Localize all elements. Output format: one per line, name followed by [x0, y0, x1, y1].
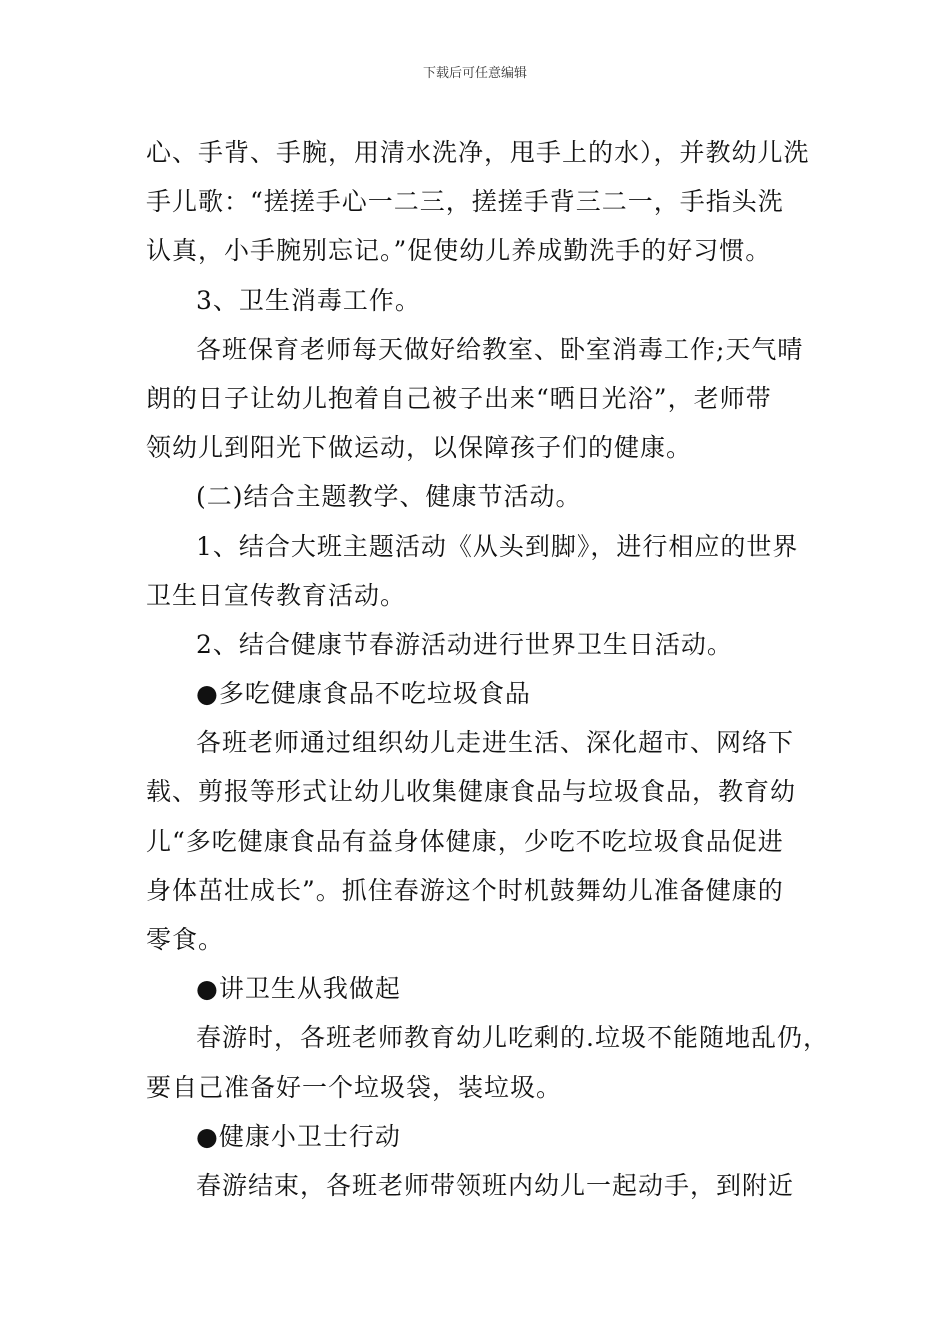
text-line: 领幼儿到阳光下做运动，以保障孩子们的健康。: [146, 433, 693, 463]
bullet-heading: ●健康小卫士行动: [196, 1121, 401, 1151]
paragraph-start: 春游时，各班老师教育幼儿吃剩的.垃圾不能随地乱仍，: [196, 1023, 829, 1053]
text-line: 卫生日宣传教育活动。: [146, 580, 407, 610]
section-heading: (二)结合主题教学、健康节活动。: [196, 482, 582, 512]
text-line: 朗的日子让幼儿抱着自己被子出来“晒日光浴”，老师带: [146, 383, 772, 413]
text-line: 要自己准备好一个垃圾袋，装垃圾。: [146, 1072, 563, 1102]
text-line: 认真，小手腕别忘记。”促使幼儿养成勤洗手的好习惯。: [146, 236, 772, 266]
text-line: 手儿歌：“搓搓手心一二三，搓搓手背三二一，手指头洗: [146, 187, 784, 217]
paragraph-start: 1、结合大班主题活动《从头到脚》，进行相应的世界: [196, 531, 799, 561]
document-body: [146, 128, 829, 1210]
paragraph-start: 2、结合健康节春游活动进行世界卫生日活动。: [196, 629, 733, 659]
page-header: 下载后可任意编辑: [422, 66, 527, 81]
text-line: 儿“多吃健康食品有益身体健康，少吃不吃垃圾食品促进: [146, 826, 784, 856]
bullet-heading: ●多吃健康食品不吃垃圾食品: [196, 679, 531, 709]
text-line: 载、剪报等形式让幼儿收集健康食品与垃圾食品，教育幼: [146, 777, 797, 807]
text-line: 零食。: [146, 925, 225, 954]
section-heading: 3、卫生消毒工作。: [196, 285, 421, 315]
text-line: 心、手背、手腕，用清水洗净，甩手上的水），并教幼儿洗: [146, 138, 810, 167]
bullet-heading: ●讲卫生从我做起: [196, 974, 401, 1004]
paragraph-start: 各班保育老师每天做好给教室、卧室消毒工作;天气晴: [196, 334, 804, 364]
paragraph-start: 春游结束，各班老师带领班内幼儿一起动手，到附近: [196, 1170, 795, 1200]
text-line: 身体茁壮成长”。抓住春游这个时机鼓舞幼儿准备健康的: [146, 875, 784, 905]
paragraph-start: 各班老师通过组织幼儿走进生活、深化超市、网络下: [196, 728, 795, 758]
